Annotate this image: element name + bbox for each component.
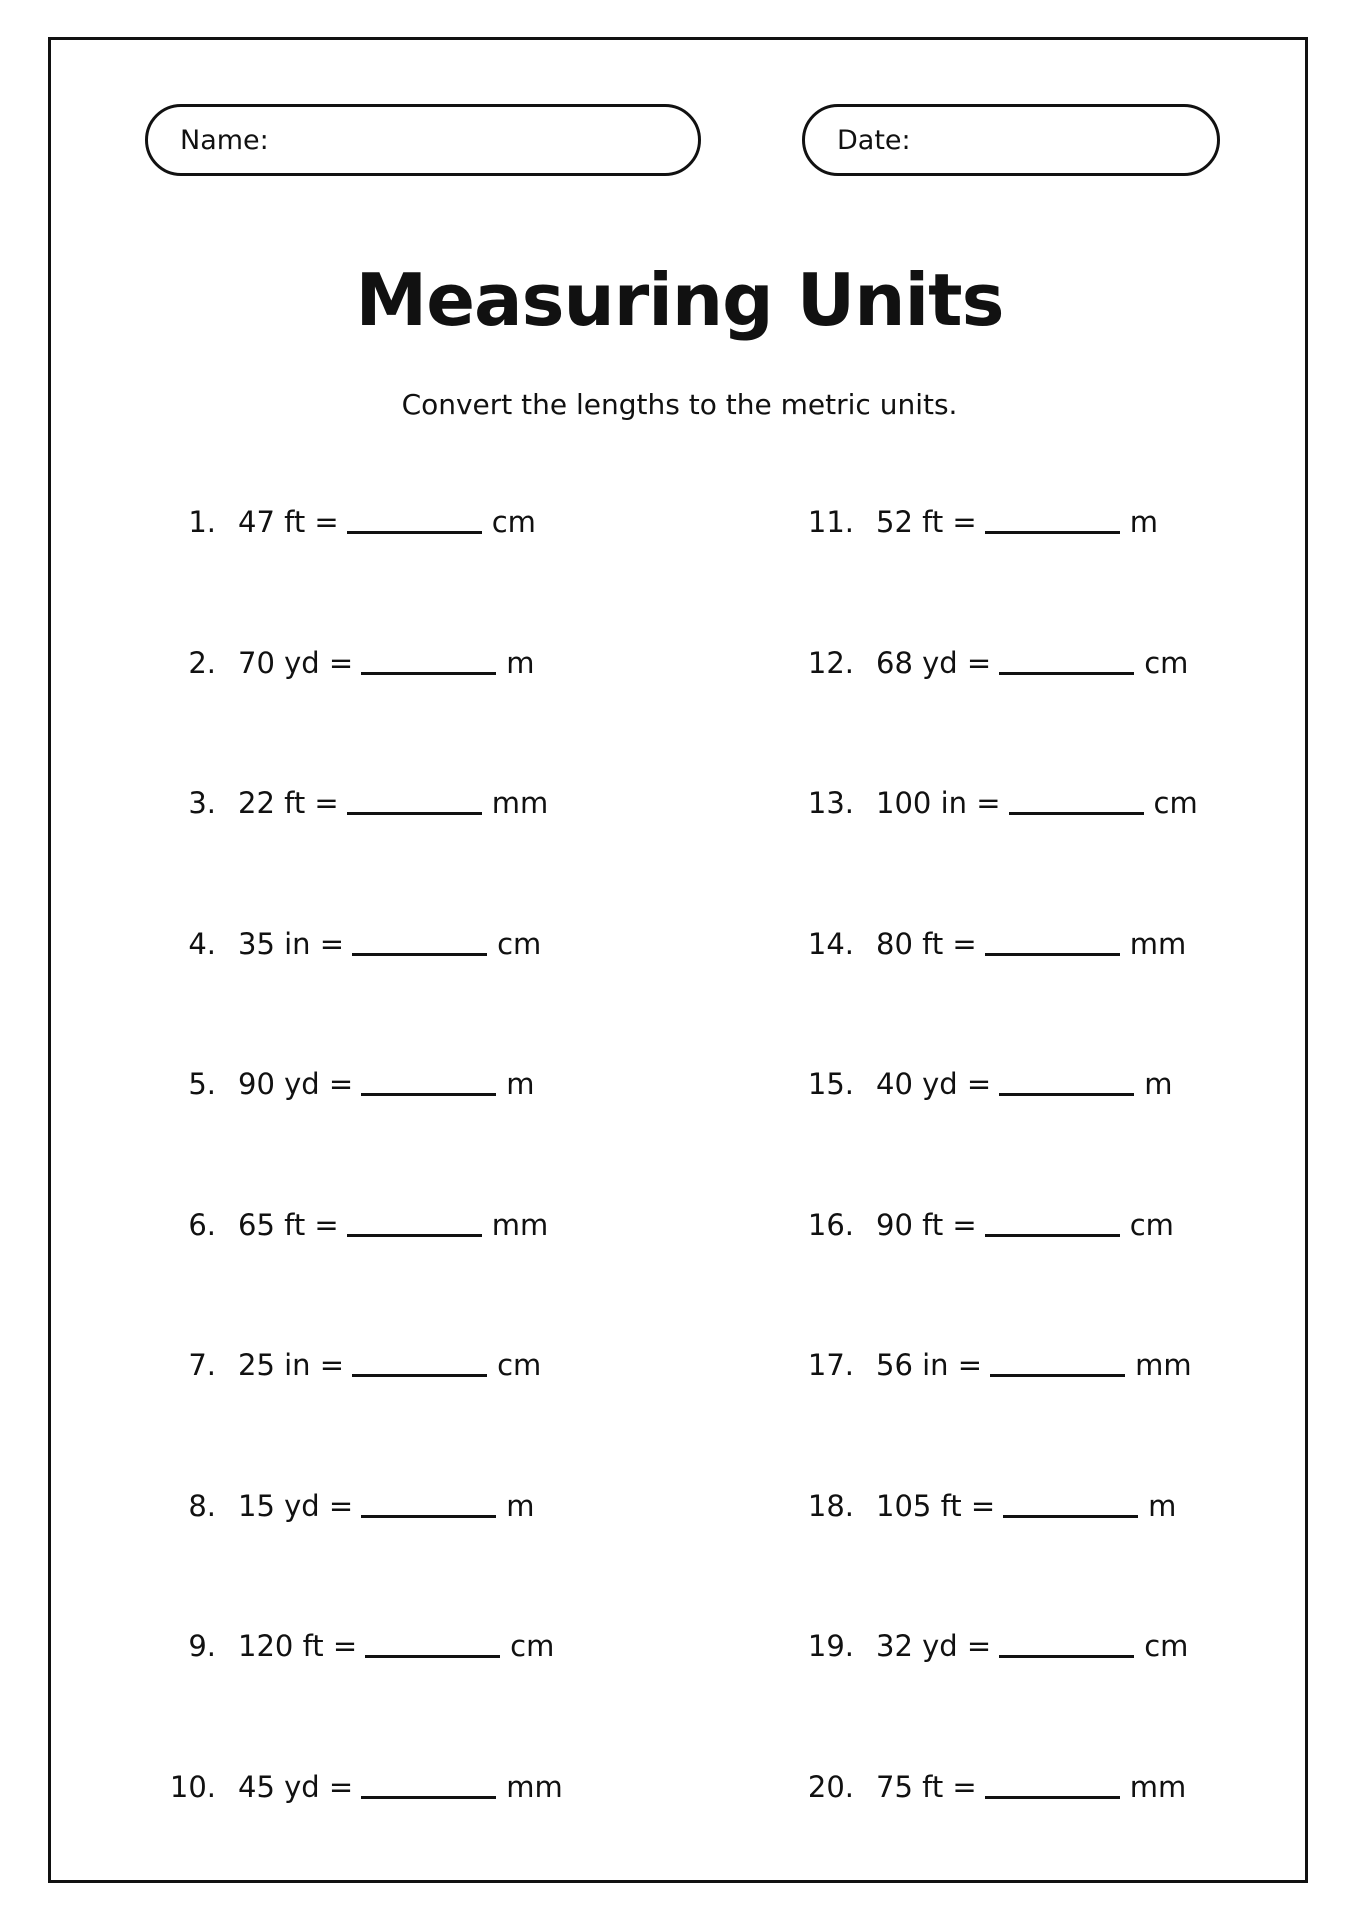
question-item — [160, 1348, 541, 1382]
question-item — [798, 1208, 1174, 1242]
question-number: 7. — [188, 1348, 216, 1382]
question-item — [798, 1629, 1188, 1663]
question-expression: 15 yd = — [238, 1488, 354, 1523]
question-expression: 68 yd = — [876, 645, 992, 680]
question-item — [798, 646, 1188, 680]
target-unit: m — [506, 1488, 535, 1523]
target-unit: mm — [491, 1207, 549, 1242]
target-unit: m — [1144, 1067, 1173, 1101]
answer-blank[interactable] — [347, 530, 482, 534]
question-expression: 32 yd = — [876, 1629, 992, 1663]
target-unit: mm — [491, 786, 549, 820]
name-label: Name: — [180, 124, 269, 156]
target-unit: m — [1148, 1488, 1177, 1523]
question-item — [160, 1489, 534, 1523]
question-number: 13. — [807, 786, 854, 820]
question-expression: 35 in = — [238, 926, 345, 961]
answer-blank[interactable] — [1009, 811, 1144, 815]
target-unit: cm — [1144, 1629, 1189, 1663]
question-number: 15. — [807, 1067, 854, 1101]
answer-blank[interactable] — [1003, 1514, 1138, 1518]
answer-blank[interactable] — [990, 1373, 1125, 1377]
date-label: Date: — [837, 124, 911, 156]
question-expression: 120 ft = — [238, 1629, 358, 1663]
answer-blank[interactable] — [985, 1795, 1120, 1799]
question-item — [160, 1770, 563, 1804]
question-number: 11. — [807, 505, 854, 539]
answer-blank[interactable] — [999, 1654, 1134, 1658]
question-expression: 22 ft = — [238, 786, 339, 820]
question-item — [798, 505, 1158, 539]
answer-blank[interactable] — [985, 952, 1120, 956]
question-expression: 47 ft = — [238, 505, 339, 539]
target-unit: cm — [510, 1629, 555, 1663]
question-number: 18. — [807, 1488, 854, 1523]
date-field[interactable] — [802, 104, 1220, 176]
target-unit: mm — [1129, 1769, 1187, 1804]
answer-blank[interactable] — [352, 952, 487, 956]
target-unit: m — [506, 645, 535, 680]
answer-blank[interactable] — [999, 1092, 1134, 1096]
answer-blank[interactable] — [999, 671, 1134, 675]
question-number: 12. — [807, 645, 854, 680]
question-item — [160, 1067, 534, 1101]
question-number: 20. — [807, 1769, 854, 1804]
question-expression: 25 in = — [238, 1348, 345, 1382]
question-number: 3. — [188, 786, 216, 820]
question-number: 4. — [188, 926, 216, 961]
question-number: 10. — [169, 1769, 216, 1804]
question-expression: 90 ft = — [876, 1207, 977, 1242]
instructions: Convert the lengths to the metric units. — [401, 388, 958, 421]
question-item — [798, 1067, 1172, 1101]
answer-blank[interactable] — [361, 1092, 496, 1096]
question-expression: 45 yd = — [238, 1769, 354, 1804]
question-expression: 75 ft = — [876, 1769, 977, 1804]
target-unit: mm — [506, 1769, 563, 1804]
question-expression: 70 yd = — [238, 645, 354, 680]
question-expression: 56 in = — [876, 1348, 983, 1382]
answer-blank[interactable] — [985, 530, 1120, 534]
question-number: 16. — [807, 1207, 854, 1242]
question-number: 17. — [807, 1348, 854, 1382]
question-number: 8. — [188, 1488, 216, 1523]
question-number: 2. — [188, 645, 216, 680]
target-unit: cm — [497, 926, 542, 961]
target-unit: cm — [1144, 645, 1189, 680]
target-unit: cm — [497, 1348, 542, 1382]
target-unit: mm — [1129, 926, 1187, 961]
question-expression: 90 yd = — [238, 1067, 354, 1101]
answer-blank[interactable] — [361, 1514, 496, 1518]
question-item — [160, 786, 548, 820]
question-number: 6. — [188, 1207, 216, 1242]
target-unit: m — [1129, 505, 1158, 539]
question-item — [160, 646, 534, 680]
question-number: 14. — [807, 926, 854, 961]
question-item — [798, 927, 1186, 961]
question-number: 1. — [188, 505, 216, 539]
answer-blank[interactable] — [365, 1654, 500, 1658]
question-expression: 105 ft = — [876, 1488, 996, 1523]
question-expression: 80 ft = — [876, 926, 977, 961]
page-title: Measuring Units — [355, 258, 1004, 342]
answer-blank[interactable] — [347, 811, 482, 815]
question-item — [798, 1348, 1192, 1382]
answer-blank[interactable] — [352, 1373, 487, 1377]
question-expression: 52 ft = — [876, 505, 977, 539]
target-unit: cm — [1153, 786, 1198, 820]
question-number: 9. — [188, 1629, 216, 1663]
question-item — [160, 1208, 548, 1242]
name-field[interactable] — [145, 104, 701, 176]
question-item — [160, 1629, 554, 1663]
question-expression: 100 in = — [876, 786, 1001, 820]
question-item — [160, 505, 536, 539]
question-number: 19. — [807, 1629, 854, 1663]
target-unit: mm — [1135, 1348, 1192, 1382]
answer-blank[interactable] — [347, 1233, 482, 1237]
question-number: 5. — [188, 1067, 216, 1101]
answer-blank[interactable] — [985, 1233, 1120, 1237]
question-item — [798, 786, 1198, 820]
target-unit: m — [506, 1067, 535, 1101]
question-item — [160, 927, 541, 961]
answer-blank[interactable] — [361, 671, 496, 675]
target-unit: cm — [1129, 1207, 1174, 1242]
question-item — [798, 1489, 1176, 1523]
question-expression: 65 ft = — [238, 1207, 339, 1242]
answer-blank[interactable] — [361, 1795, 496, 1799]
question-item — [798, 1770, 1186, 1804]
target-unit: cm — [491, 505, 536, 539]
question-expression: 40 yd = — [876, 1067, 992, 1101]
